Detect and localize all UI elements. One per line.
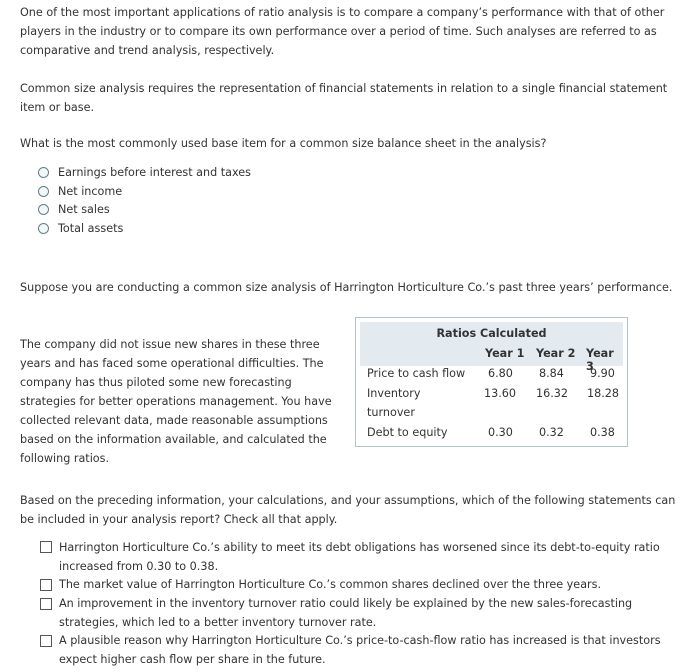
radio-option-label: Net income xyxy=(58,184,123,198)
table-cell: 16.32 xyxy=(536,387,569,400)
year-2-header: Year 2 xyxy=(536,347,576,360)
table-cell: 18.28 xyxy=(587,387,620,400)
question-2-prompt: Based on the preceding information, your calculations, and your assumptions, which of the following statements can be included in your analysis report? Check all that apply. xyxy=(20,494,676,526)
table-cell: 0.32 xyxy=(539,426,564,439)
radio-button[interactable] xyxy=(38,186,49,197)
checkbox-option-label: The market value of Harrington Horticulture Co.’s common shares declined over the three years. xyxy=(59,578,602,591)
table-cell: 6.80 xyxy=(488,367,513,380)
radio-option-net-sales[interactable] xyxy=(38,200,110,218)
year-1-header: Year 1 xyxy=(485,347,525,360)
checkbox[interactable] xyxy=(40,541,52,553)
ratios-table-header xyxy=(360,322,623,373)
table-cell: 0.30 xyxy=(488,426,513,439)
checkbox[interactable] xyxy=(40,579,52,591)
radio-button[interactable] xyxy=(38,167,49,178)
radio-option-total-assets[interactable] xyxy=(38,219,123,237)
table-cell: 9.90 xyxy=(590,367,615,380)
checkbox-option-label: A plausible reason why Harrington Horticulture Co.’s price-to-cash-flow ratio has increased is that investors expect higher cash flow per share in the future. xyxy=(59,634,661,666)
year-3-header: Year 3 xyxy=(586,347,614,373)
intro-paragraph-2: Common size analysis requires the representation of financial statements in relation to a single financial statement item or base. xyxy=(20,82,668,114)
table-cell: 0.38 xyxy=(590,426,615,439)
ratios-table-title: Ratios Calculated xyxy=(436,327,547,340)
intro-paragraph-1: One of the most important applications of ratio analysis is to compare a company’s performance with that of other players in the industry or to compare its own performance over a period of time. Such analyses are referred to as comparative and trend analysis, respectively. xyxy=(20,6,665,57)
checkbox[interactable] xyxy=(40,598,52,610)
row-label-turnover: turnover xyxy=(367,406,415,419)
ratios-table xyxy=(355,317,628,447)
scenario-text: Suppose you are conducting a common size analysis of Harrington Horticulture Co.’s past three years’ performance. xyxy=(20,281,673,294)
table-cell: 8.84 xyxy=(539,367,564,380)
checkbox-option-label: Harrington Horticulture Co.’s ability to meet its debt obligations has worsened since its debt-to-equity ratio increased from 0.30 to 0.38. xyxy=(59,541,660,573)
checkbox-option-label: An improvement in the inventory turnover ratio could likely be explained by the new sales-forecasting strategies, which led to a better inventory turnover rate. xyxy=(59,597,633,629)
row-label-price-to-cash-flow: Price to cash flow xyxy=(367,367,466,380)
row-label-debt-to-equity: Debt to equity xyxy=(367,426,448,439)
company-description: The company did not issue new shares in these three years and has faced some operational difficulties. The company has thus piloted some new forecasting strategies for better operations management. You have collected relevant data, made reasonable assumptions based on the information available, and calculated the following ratios. xyxy=(20,338,332,465)
radio-option-label: Earnings before interest and taxes xyxy=(58,165,251,179)
radio-option-label: Net sales xyxy=(58,202,110,216)
row-label-inventory: Inventory xyxy=(367,387,421,400)
radio-option-ebit[interactable] xyxy=(38,163,251,181)
table-cell: 13.60 xyxy=(484,387,517,400)
radio-option-label: Total assets xyxy=(58,221,124,235)
checkbox[interactable] xyxy=(40,635,52,647)
radio-button[interactable] xyxy=(38,223,49,234)
question-1-prompt: What is the most commonly used base item for a common size balance sheet in the analysis? xyxy=(20,137,547,150)
radio-button[interactable] xyxy=(38,204,49,215)
radio-option-net-income[interactable] xyxy=(38,182,122,200)
